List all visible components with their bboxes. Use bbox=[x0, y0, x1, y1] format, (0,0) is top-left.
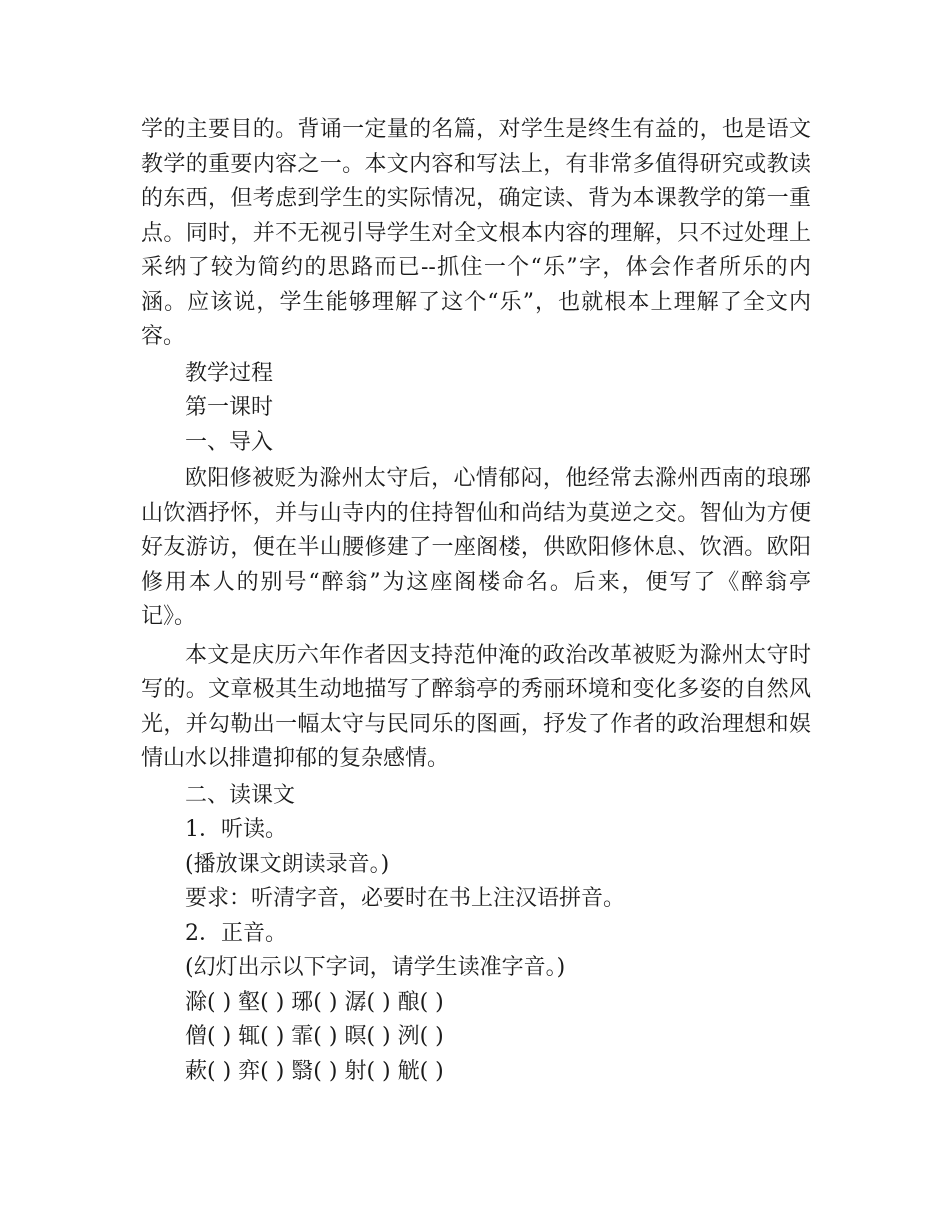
paragraph-text-overview: 本文是庆历六年作者因支持范仲淹的政治改革被贬为滁州太守时写的。文章极其生动地描写了醉翁亭的秀丽环境和变化多姿的自然风光，并勾勒出一幅太守与民同乐的图画，抒发了作者的政治理想和娱情山水以排遣抑郁的复杂感情。 bbox=[141, 642, 811, 771]
step-pronunciation-note: (幻灯出示以下字词，请学生读准字音。) bbox=[185, 955, 566, 980]
heading-first-lesson: 第一课时 bbox=[185, 395, 274, 420]
heading-introduction: 一、导入 bbox=[185, 429, 274, 455]
paragraph-intro-end: 学的主要目的。背诵一定量的名篇，对学生是终生有益的，也是语文教学的重要内容之一。本文内容和写法上，有非常多值得研究或教读的东西，但考虑到学生的实际情况，确定读、背为本课教学的第一重点。同时，并不无视引导学生对全文根本内容的理解，只不过处理上采纳了较为简约的思路而已--抓住一个“乐”字，体会作者所乐的内涵。应该说，学生能够理解了这个“乐”，也就根本上理解了全文内容。 bbox=[141, 117, 811, 349]
step-listen-requirement: 要求：听清字音，必要时在书上注汉语拼音。 bbox=[185, 886, 626, 911]
step-listen: 1．听读。 bbox=[185, 817, 287, 842]
document-body bbox=[141, 113, 811, 1091]
heading-read-text: 二、读课文 bbox=[185, 782, 296, 808]
character-row-3: 蔌( ) 弈( ) 翳( ) 射( ) 觥( ) bbox=[185, 1058, 444, 1084]
step-listen-note: (播放课文朗读录音。) bbox=[185, 851, 390, 877]
paragraph-ouyangxiu-background: 欧阳修被贬为滁州太守后，心情郁闷，他经常去滁州西南的琅琊山饮酒抒怀，并与山寺内的住持智仙和尚结为莫逆之交。智仙为方便好友游访，便在半山腰修建了一座阁楼，供欧阳修休息、饮酒。欧阳修用本人的别号“醉翁”为这座阁楼命名。后来，便写了《醉翁亭记》。 bbox=[141, 466, 811, 629]
character-row-1: 滁( ) 壑( ) 琊( ) 潺( ) 酿( ) bbox=[185, 989, 444, 1015]
heading-teaching-process: 教学过程 bbox=[185, 360, 274, 386]
step-pronunciation: 2．正音。 bbox=[185, 920, 287, 946]
character-row-2: 僧( ) 辄( ) 霏( ) 暝( ) 洌( ) bbox=[185, 1024, 444, 1049]
